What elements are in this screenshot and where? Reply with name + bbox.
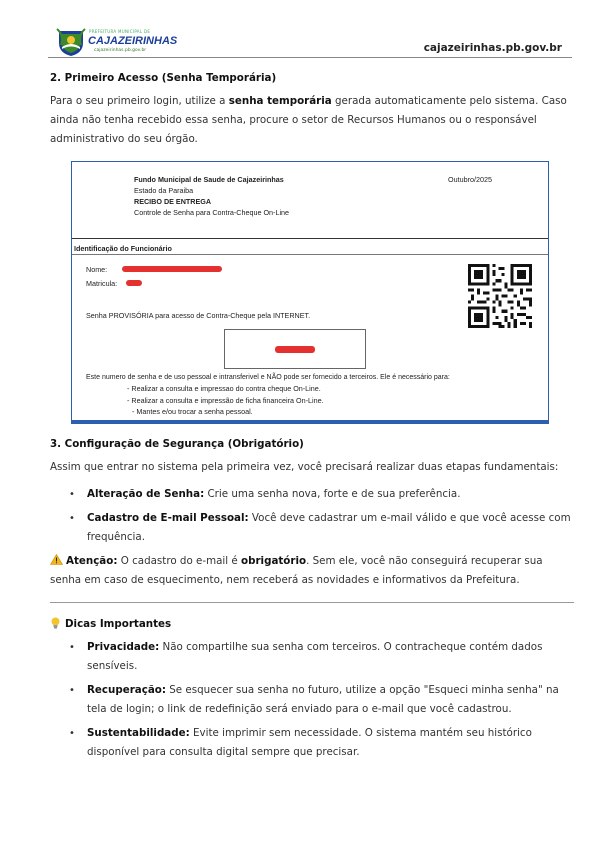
receipt-image <box>71 161 549 424</box>
receipt-divider <box>72 238 549 239</box>
item-text: Não compartilhe sua senha com terceiros. O contracheque contém dados sensíveis. <box>87 641 543 672</box>
receipt-title: RECIBO DE ENTREGA <box>134 197 212 206</box>
receipt-use-1: - Realizar a consulta e impressao do contra cheque On-Line. <box>127 384 321 393</box>
receipt-name-label: Nome: <box>86 265 108 274</box>
receipt-provisional: Senha PROVISÓRIA para acesso de Contra-Cheque pela INTERNET. <box>86 311 311 320</box>
item-text: Crie uma senha nova, forte e de sua preferência. <box>204 488 461 500</box>
bullet-icon: • <box>69 642 75 653</box>
item-text: Você deve cadastrar um e-mail válido e que você acesse com frequência. <box>87 512 571 543</box>
redacted-password <box>275 346 315 353</box>
list-item <box>50 724 574 762</box>
item-text: Evite imprimir sem necessidade. O sistema mantém seu histórico disponível para consulta digital sempre que precisar. <box>87 727 532 758</box>
receipt-footer-line: Este numero de senha e de uso pessoal e intransferivel e NÃO pode ser fornecido a terceiros. Ele é necessário para: <box>86 374 450 381</box>
bullet-icon: • <box>69 489 75 500</box>
receipt-use-3: - Mantes e/ou trocar a senha pessoal. <box>132 407 253 416</box>
warning-label: Atenção: <box>66 555 118 567</box>
section-2-paragraph <box>50 92 574 149</box>
logo-title: CAJAZEIRINHAS <box>88 35 178 47</box>
item-bold-label: Recuperação: <box>87 684 166 696</box>
warning-icon <box>50 554 63 565</box>
list-item <box>50 485 574 504</box>
section-2-bold-term: senha temporária <box>228 95 332 107</box>
document-body <box>50 66 574 767</box>
receipt-use-2: - Realizar a consulta e impressão de ficha financeira On-Line. <box>127 396 324 405</box>
section-3-intro: Assim que entrar no sistema pela primeira vez, você precisará realizar duas etapas fundamentais: <box>50 461 559 473</box>
section-divider <box>50 602 574 603</box>
password-box <box>224 329 366 369</box>
item-bold-label: Sustentabilidade: <box>87 727 190 739</box>
security-steps-list <box>50 485 574 547</box>
receipt-id-header: Identificação do Funcionário <box>74 244 172 253</box>
item-bold-label: Cadastro de E-mail Pessoal: <box>87 512 249 524</box>
warning-text-mid: O cadastro do e-mail é <box>117 555 242 567</box>
tips-title-text: Dicas Importantes <box>65 618 172 630</box>
receipt-date: Outubro/2025 <box>448 175 492 184</box>
receipt-reg-label: Matricula: <box>86 279 118 288</box>
list-item <box>50 681 574 719</box>
section-3-title: 3. Configuração de Segurança (Obrigatório) <box>50 438 304 450</box>
tips-title <box>50 617 574 630</box>
section-2-title: 2. Primeiro Acesso (Senha Temporária) <box>50 72 277 84</box>
receipt-divider-2 <box>72 254 549 255</box>
list-item <box>50 509 574 547</box>
lightbulb-icon <box>50 617 61 629</box>
city-emblem-icon <box>56 27 86 57</box>
item-text: Se esquecer sua senha no futuro, utilize a opção "Esqueci minha senha" na tela de login; o link de redefinição será enviado para o e-mail que você cadastrou. <box>87 684 559 715</box>
header-divider <box>48 57 572 58</box>
page-header <box>0 0 600 62</box>
bullet-icon: • <box>69 728 75 739</box>
section-2-text-start: Para o seu primeiro login, utilize a <box>50 95 229 107</box>
warning-text-end: . Sem ele, você não conseguirá recuperar sua senha em caso de esquecimento, nem receberá as novidades e informativos da Prefeitura. <box>50 555 543 586</box>
qr-code-icon <box>468 264 532 328</box>
item-bold-label: Privacidade: <box>87 641 160 653</box>
logo-subtitle: cajazeirinhas.pb.gov.br <box>94 48 147 53</box>
site-url[interactable]: cajazeirinhas.pb.gov.br <box>423 42 562 54</box>
logo-prefeitura-text: PREFEITURA MUNICIPAL DE <box>89 29 151 34</box>
warning-bold-term: obrigatório <box>241 555 307 567</box>
list-item <box>50 638 574 676</box>
warning-paragraph <box>50 552 574 590</box>
cajazeirinhas-logo <box>56 27 178 59</box>
bullet-icon: • <box>69 513 75 524</box>
item-bold-label: Alteração de Senha: <box>87 488 205 500</box>
tips-list <box>50 638 574 762</box>
bullet-icon: • <box>69 685 75 696</box>
receipt-bottom-border <box>72 420 549 423</box>
redacted-name <box>122 266 222 272</box>
receipt-subtitle: Controle de Senha para Contra-Cheque On-Line <box>134 208 290 217</box>
receipt-state: Estado da Paraiba <box>134 186 194 195</box>
section-2-text-end: gerada automaticamente pelo sistema. Caso ainda não tenha recebido essa senha, procure o setor de Recursos Humanos ou o responsável administrativo do seu órgão. <box>50 95 567 145</box>
redacted-registration <box>126 280 142 286</box>
receipt-org: Fundo Municipal de Saude de Cajazeirinhas <box>134 175 284 184</box>
